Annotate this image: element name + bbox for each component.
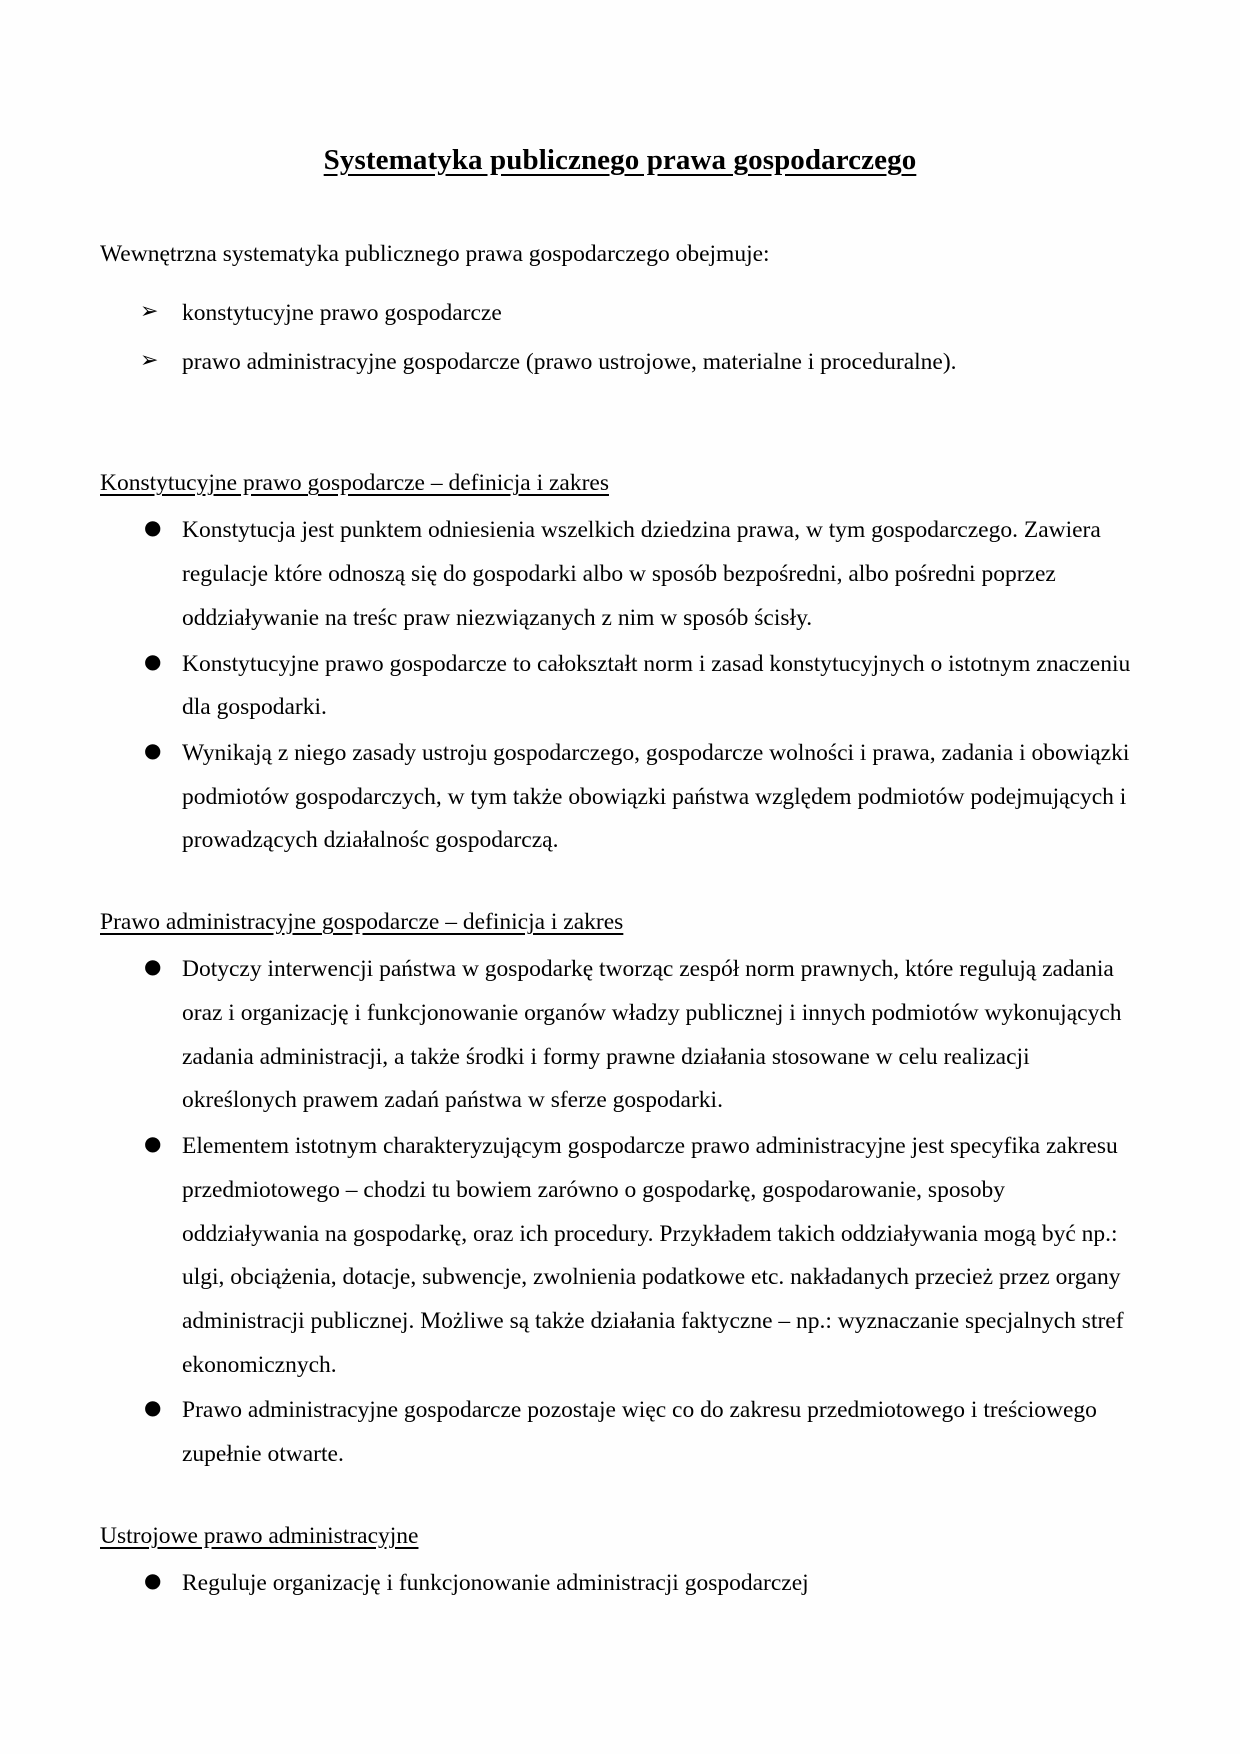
section-heading: Ustrojowe prawo administracyjne — [100, 1522, 419, 1549]
list-item-label: Reguluje organizację i funkcjonowanie administracji gospodarczej — [182, 1570, 809, 1597]
dot-bullet-icon: ● — [144, 1131, 162, 1156]
arrow-bullet-icon: ➢ — [140, 298, 159, 324]
list-item — [140, 345, 1140, 380]
dot-bullet-icon: ● — [144, 515, 162, 540]
list-item-label: Elementem istotnym charakteryzującym gospodarcze prawo administracyjne jest specyfika zakresu przedmiotowego – chodzi tu bowiem zarówno o gospodarkę, gospodarowanie, sposoby oddziaływania na gospodarkę, oraz ich procedury. Przykładem takich oddziaływania mogą być np.: ulgi, obciążenia, dotacje, subwencje, zwolnienia podatkowe etc. nakładanych przecież przez organy administracji publicznej. Możliwe są także działania faktyczne – np.: wyznaczanie specjalnych stref ekonomicznych. — [182, 1133, 1124, 1378]
section-bullet-list — [100, 1562, 1140, 1606]
dot-bullet-icon: ● — [144, 648, 162, 673]
section-heading-wrap — [100, 1519, 1140, 1554]
section-heading-wrap — [100, 466, 1140, 501]
section-heading: Konstytucyjne prawo gospodarcze – definicja i zakres — [100, 470, 609, 497]
intro-paragraph: Wewnętrzna systematyka publicznego prawa gospodarczego obejmuje: — [100, 240, 770, 267]
list-item — [140, 1389, 1140, 1476]
section-spacer — [100, 1479, 1140, 1519]
dot-bullet-icon: ● — [144, 1395, 162, 1420]
list-item-label: Dotyczy interwencji państwa w gospodarkę tworząc zespół norm prawnych, które regulują zadania oraz i organizację i funkcjonowanie organów władzy publicznej i innych podmiotów wykonujących zadania administracji, a także środki i formy prawne działania stosowane w celu realizacji określonych prawem zadań państwa w sferze gospodarki. — [182, 956, 1122, 1114]
list-item-label: Prawo administracyjne gospodarcze pozostaje więc co do zakresu przedmiotowego i treściowego zupełnie otwarte. — [182, 1397, 1097, 1468]
dot-bullet-icon: ● — [144, 737, 162, 762]
page-title: Systematyka publicznego prawa gospodarczego — [323, 144, 917, 176]
list-item — [140, 1125, 1140, 1387]
list-item — [140, 643, 1140, 730]
section-heading: Prawo administracyjne gospodarcze – definicja i zakres — [100, 909, 624, 936]
list-item — [140, 509, 1140, 640]
section-konstytucyjne — [100, 466, 1140, 863]
list-item — [140, 1562, 1140, 1606]
list-item-label: Wynikają z niego zasady ustroju gospodarczego, gospodarcze wolności i prawa, zadania i obowiązki podmiotów gospodarczych, w tym także obowiązki państwa względem podmiotów podejmujących i prowadzących działalnośc gospodarczą. — [182, 739, 1130, 854]
intro-arrow-list — [100, 296, 1140, 381]
list-item — [140, 296, 1140, 331]
list-item — [140, 948, 1140, 1123]
arrow-bullet-icon: ➢ — [140, 347, 159, 373]
dot-bullet-icon: ● — [144, 1568, 162, 1593]
section-spacer — [100, 394, 1140, 466]
dot-bullet-icon: ● — [144, 954, 162, 979]
list-item — [140, 732, 1140, 863]
section-bullet-list — [100, 509, 1140, 863]
section-administracyjne — [100, 905, 1140, 1477]
section-ustrojowe — [100, 1519, 1140, 1606]
section-bullet-list — [100, 948, 1140, 1476]
list-item-label: prawo administracyjne gospodarcze (prawo ustrojowe, materialne i proceduralne). — [182, 348, 957, 375]
section-spacer — [100, 865, 1140, 905]
list-item-label: Konstytucyjne prawo gospodarcze to całokształt norm i zasad konstytucyjnych o istotnym znaczeniu dla gospodarki. — [182, 650, 1131, 721]
list-item-label: konstytucyjne prawo gospodarcze — [182, 299, 502, 326]
list-item-label: Konstytucja jest punktem odniesienia wszelkich dziedzina prawa, w tym gospodarczego. Zawiera regulacje które odnoszą się do gospodarki albo w sposób bezpośredni, albo pośredni poprzez oddziaływanie na treśc praw niezwiązanych z nim w sposób ścisły. — [182, 517, 1101, 631]
section-heading-wrap — [100, 905, 1140, 940]
